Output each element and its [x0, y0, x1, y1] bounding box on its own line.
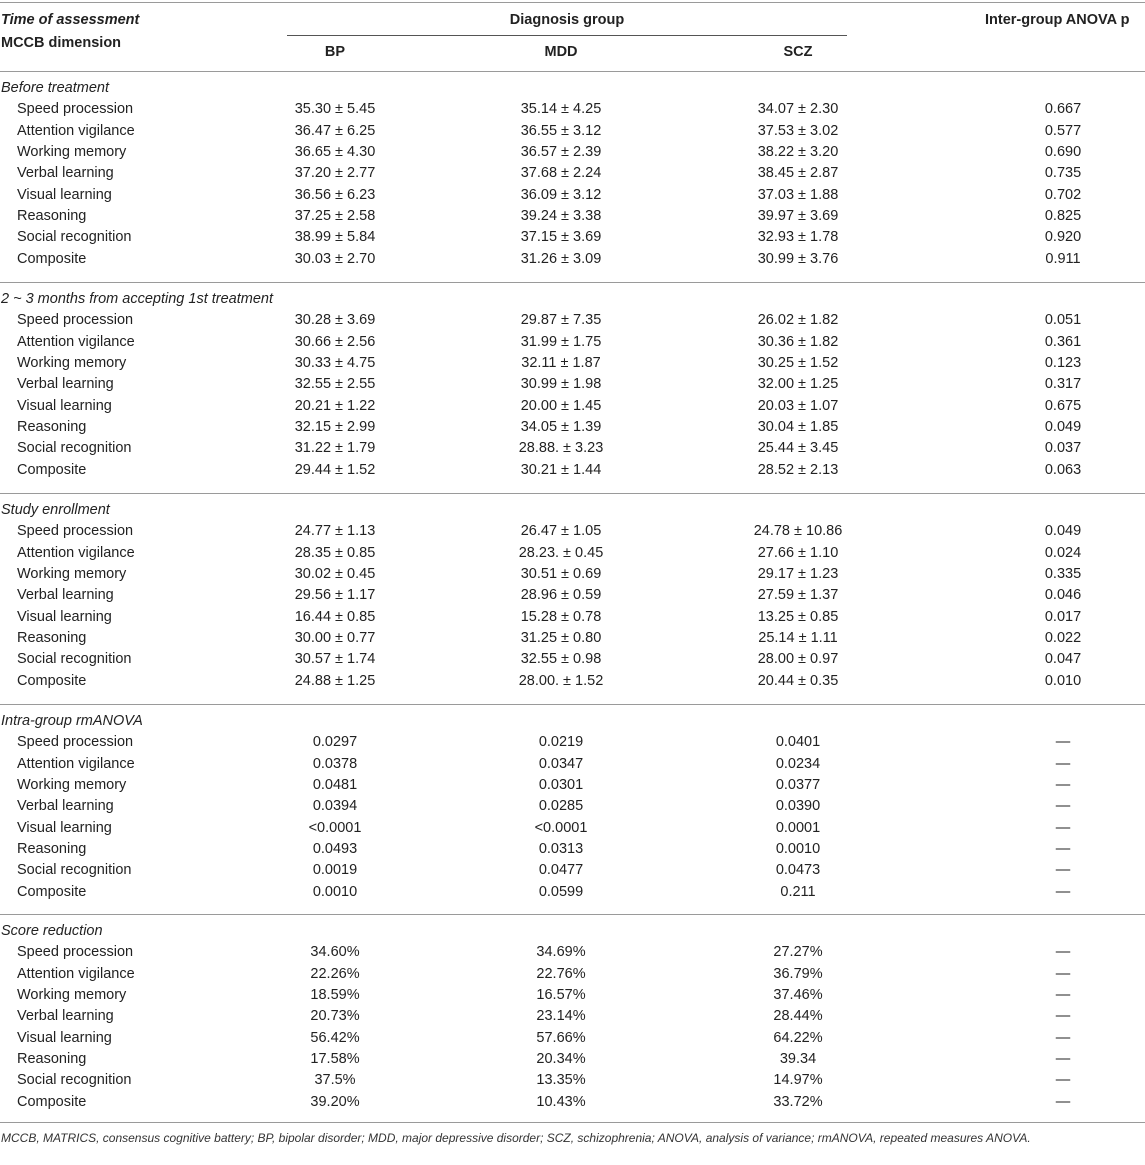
- scz-cell: 37.46%: [773, 987, 823, 1003]
- bp-cell: 29.56 ± 1.17: [294, 587, 376, 603]
- scz-cell: 28.52 ± 2.13: [757, 462, 839, 478]
- mdd-cell: 34.05 ± 1.39: [520, 419, 602, 435]
- scz-cell: 28.00 ± 0.97: [757, 651, 839, 667]
- bp-cell: 34.60%: [310, 944, 360, 960]
- mdd-cell: 29.87 ± 7.35: [520, 312, 602, 328]
- scz-cell: 30.36 ± 1.82: [757, 334, 839, 350]
- dimension-cell: Social recognition: [17, 1072, 132, 1088]
- bp-cell: 0.0493: [312, 841, 358, 857]
- dimension-cell: Composite: [17, 673, 87, 689]
- table-row: [0, 1070, 1145, 1091]
- anova-p-cell: 0.017: [1044, 609, 1082, 625]
- anova-p-cell: —: [1055, 734, 1071, 750]
- bp-cell: 22.26%: [310, 966, 360, 982]
- bp-cell: 16.44 ± 0.85: [294, 609, 376, 625]
- mdd-cell: 30.51 ± 0.69: [520, 566, 602, 582]
- anova-p-cell: 0.024: [1044, 545, 1082, 561]
- mdd-cell: 39.24 ± 3.38: [520, 208, 602, 224]
- table-row: [0, 671, 1145, 692]
- bp-cell: 0.0019: [312, 862, 358, 878]
- mdd-cell: 32.55 ± 0.98: [520, 651, 602, 667]
- anova-p-cell: —: [1055, 820, 1071, 836]
- anova-p-cell: 0.022: [1044, 630, 1082, 646]
- mdd-cell: 31.26 ± 3.09: [520, 251, 602, 267]
- table-row: [0, 206, 1145, 227]
- table-row: [0, 163, 1145, 184]
- bp-cell: 18.59%: [310, 987, 360, 1003]
- bp-cell: 38.99 ± 5.84: [294, 229, 376, 245]
- mdd-cell: 28.00. ± 1.52: [518, 673, 604, 689]
- table-row: [0, 564, 1145, 585]
- dimension-cell: Social recognition: [17, 651, 132, 667]
- dimension-cell: Attention vigilance: [17, 966, 135, 982]
- dimension-cell: Visual learning: [17, 609, 112, 625]
- table-row: [0, 732, 1145, 753]
- mdd-cell: <0.0001: [534, 820, 588, 836]
- scz-cell: 38.45 ± 2.87: [757, 165, 839, 181]
- mdd-cell: 0.0477: [538, 862, 584, 878]
- scz-cell: 27.66 ± 1.10: [757, 545, 839, 561]
- mdd-cell: 30.21 ± 1.44: [520, 462, 602, 478]
- dimension-cell: Attention vigilance: [17, 756, 135, 772]
- dimension-cell: Speed procession: [17, 523, 134, 539]
- bp-cell: 30.66 ± 2.56: [294, 334, 376, 350]
- anova-p-cell: 0.735: [1044, 165, 1082, 181]
- dimension-cell: Social recognition: [17, 229, 132, 245]
- anova-p-cell: 0.825: [1044, 208, 1082, 224]
- dimension-cell: Verbal learning: [17, 376, 114, 392]
- table-row: [0, 964, 1145, 985]
- table-row: [0, 942, 1145, 963]
- section-title: 2 ~ 3 months from accepting 1st treatment: [1, 291, 274, 307]
- dimension-cell: Visual learning: [17, 820, 112, 836]
- scz-cell: 24.78 ± 10.86: [753, 523, 843, 539]
- bp-cell: <0.0001: [308, 820, 362, 836]
- scz-cell: 0.211: [780, 884, 816, 900]
- table-row: [0, 775, 1145, 796]
- anova-p-cell: 0.920: [1044, 229, 1082, 245]
- scz-cell: 0.0010: [775, 841, 821, 857]
- table-row: [0, 121, 1145, 142]
- scz-cell: 20.03 ± 1.07: [757, 398, 839, 414]
- scz-cell: 33.72%: [773, 1094, 823, 1110]
- time-of-assessment-header: Time of assessment: [1, 12, 140, 28]
- section-rule: [0, 704, 1145, 705]
- table-row: [0, 374, 1145, 395]
- bp-cell: 30.03 ± 2.70: [294, 251, 376, 267]
- table-row: [0, 438, 1145, 459]
- table-row: [0, 1028, 1145, 1049]
- bp-cell: 0.0297: [312, 734, 358, 750]
- bp-cell: 36.47 ± 6.25: [294, 123, 376, 139]
- table-row: [0, 649, 1145, 670]
- anova-p-cell: 0.051: [1044, 312, 1082, 328]
- anova-p-cell: —: [1055, 1030, 1071, 1046]
- anova-p-cell: —: [1055, 862, 1071, 878]
- anova-p-cell: —: [1055, 798, 1071, 814]
- scz-cell: 32.93 ± 1.78: [757, 229, 839, 245]
- mdd-cell: 36.57 ± 2.39: [520, 144, 602, 160]
- table-row: [0, 353, 1145, 374]
- dimension-cell: Reasoning: [17, 841, 87, 857]
- bottom-rule: [0, 1122, 1145, 1123]
- dimension-cell: Reasoning: [17, 1051, 87, 1067]
- scz-cell: 14.97%: [773, 1072, 823, 1088]
- table-row: [0, 1049, 1145, 1070]
- table-row: [0, 860, 1145, 881]
- dimension-cell: Reasoning: [17, 630, 87, 646]
- scz-cell: 0.0473: [775, 862, 821, 878]
- scz-cell: 0.0390: [775, 798, 821, 814]
- section-rule: [0, 282, 1145, 283]
- table-row: [0, 521, 1145, 542]
- anova-p-cell: 0.335: [1044, 566, 1082, 582]
- mdd-cell: 13.35%: [536, 1072, 586, 1088]
- mdd-cell: 0.0599: [538, 884, 584, 900]
- mdd-cell: 31.99 ± 1.75: [520, 334, 602, 350]
- table-row: [0, 1006, 1145, 1027]
- bp-cell: 20.21 ± 1.22: [294, 398, 376, 414]
- bp-cell: 28.35 ± 0.85: [294, 545, 376, 561]
- bp-cell: 30.00 ± 0.77: [294, 630, 376, 646]
- anova-p-cell: 0.911: [1045, 251, 1081, 267]
- mdd-cell: 36.09 ± 3.12: [520, 187, 602, 203]
- table-row: [0, 585, 1145, 606]
- dimension-cell: Working memory: [17, 777, 127, 793]
- section-rule: [0, 71, 1145, 72]
- table-row: [0, 185, 1145, 206]
- dimension-cell: Verbal learning: [17, 587, 114, 603]
- dimension-cell: Verbal learning: [17, 798, 114, 814]
- anova-p-cell: —: [1055, 884, 1071, 900]
- section-heading: [0, 921, 1145, 942]
- dimension-cell: Verbal learning: [17, 1008, 114, 1024]
- mdd-cell: 28.96 ± 0.59: [520, 587, 602, 603]
- anova-p-cell: —: [1055, 966, 1071, 982]
- anova-p-cell: 0.702: [1044, 187, 1082, 203]
- dimension-cell: Composite: [17, 462, 87, 478]
- anova-p-cell: 0.123: [1044, 355, 1082, 371]
- dimension-cell: Speed procession: [17, 101, 134, 117]
- bp-cell: 0.0378: [312, 756, 358, 772]
- dimension-cell: Attention vigilance: [17, 123, 135, 139]
- bp-cell: 24.77 ± 1.13: [294, 523, 376, 539]
- table-row: [0, 754, 1145, 775]
- anova-p-cell: 0.047: [1044, 651, 1082, 667]
- table-row: [0, 460, 1145, 481]
- table-row: [0, 607, 1145, 628]
- anova-p-cell: 0.667: [1044, 101, 1082, 117]
- mdd-cell: 37.68 ± 2.24: [520, 165, 602, 181]
- section-heading: [0, 78, 1145, 99]
- scz-cell: 0.0234: [775, 756, 821, 772]
- dimension-cell: Social recognition: [17, 440, 132, 456]
- anova-p-cell: —: [1055, 987, 1071, 1003]
- mdd-cell: 16.57%: [536, 987, 586, 1003]
- table-row: [0, 142, 1145, 163]
- anova-p-cell: —: [1055, 944, 1071, 960]
- bp-cell: 30.02 ± 0.45: [294, 566, 376, 582]
- section-title: Study enrollment: [1, 502, 110, 518]
- mdd-cell: 37.15 ± 3.69: [520, 229, 602, 245]
- scz-cell: 0.0001: [775, 820, 821, 836]
- dimension-cell: Composite: [17, 251, 87, 267]
- anova-p-cell: 0.049: [1044, 419, 1082, 435]
- table-row: [0, 882, 1145, 903]
- scz-cell: 37.53 ± 3.02: [757, 123, 839, 139]
- anova-p-cell: —: [1055, 841, 1071, 857]
- bp-cell: 35.30 ± 5.45: [294, 101, 376, 117]
- mdd-cell: 20.34%: [536, 1051, 586, 1067]
- table-row: [0, 310, 1145, 331]
- dimension-cell: Visual learning: [17, 398, 112, 414]
- dimension-cell: Speed procession: [17, 312, 134, 328]
- anova-p-cell: 0.690: [1044, 144, 1082, 160]
- dimension-cell: Working memory: [17, 987, 127, 1003]
- section-heading: [0, 711, 1145, 732]
- mdd-cell: 57.66%: [536, 1030, 586, 1046]
- top-rule: [0, 2, 1145, 3]
- anova-p-cell: 0.037: [1044, 440, 1082, 456]
- anova-p-cell: 0.317: [1044, 376, 1082, 392]
- scz-cell: 30.25 ± 1.52: [757, 355, 839, 371]
- mdd-cell: 20.00 ± 1.45: [520, 398, 602, 414]
- mdd-cell: 0.0219: [538, 734, 584, 750]
- bp-cell: 37.25 ± 2.58: [294, 208, 376, 224]
- mdd-cell: 0.0301: [538, 777, 584, 793]
- table-row: [0, 818, 1145, 839]
- bp-cell: 0.0010: [312, 884, 358, 900]
- scz-cell: 37.03 ± 1.88: [757, 187, 839, 203]
- bp-cell: 20.73%: [310, 1008, 360, 1024]
- table-row: [0, 628, 1145, 649]
- scz-cell: 27.27%: [773, 944, 823, 960]
- anova-p-cell: —: [1055, 1008, 1071, 1024]
- scz-cell: 20.44 ± 0.35: [757, 673, 839, 689]
- dimension-cell: Working memory: [17, 355, 127, 371]
- section-heading: [0, 289, 1145, 310]
- table-row: [0, 1092, 1145, 1113]
- scz-cell: 25.14 ± 1.11: [758, 630, 838, 646]
- section-rule: [0, 914, 1145, 915]
- dimension-cell: Working memory: [17, 144, 127, 160]
- group-underline: [287, 35, 847, 36]
- dimension-cell: Speed procession: [17, 734, 134, 750]
- scz-cell: 0.0377: [775, 777, 821, 793]
- scz-cell: 64.22%: [773, 1030, 823, 1046]
- mdd-cell: 22.76%: [536, 966, 586, 982]
- mdd-cell: 35.14 ± 4.25: [520, 101, 602, 117]
- scz-cell: 30.04 ± 1.85: [757, 419, 839, 435]
- mdd-cell: 31.25 ± 0.80: [520, 630, 602, 646]
- mdd-cell: 36.55 ± 3.12: [520, 123, 602, 139]
- scz-cell: 25.44 ± 3.45: [757, 440, 839, 456]
- bp-cell: 24.88 ± 1.25: [294, 673, 376, 689]
- anova-p-cell: 0.675: [1044, 398, 1082, 414]
- anova-p-cell: 0.046: [1044, 587, 1082, 603]
- scz-cell: 39.34: [779, 1051, 817, 1067]
- column-header-scz: SCZ: [783, 44, 813, 60]
- mdd-cell: 28.88. ± 3.23: [518, 440, 604, 456]
- scz-cell: 32.00 ± 1.25: [757, 376, 839, 392]
- anova-p-cell: 0.063: [1044, 462, 1082, 478]
- dimension-cell: Verbal learning: [17, 165, 114, 181]
- dimension-cell: Attention vigilance: [17, 334, 135, 350]
- mdd-cell: 10.43%: [536, 1094, 586, 1110]
- mdd-cell: 26.47 ± 1.05: [520, 523, 602, 539]
- table-row: [0, 99, 1145, 120]
- scz-cell: 0.0401: [775, 734, 821, 750]
- section-rule: [0, 493, 1145, 494]
- section-heading: [0, 500, 1145, 521]
- scz-cell: 29.17 ± 1.23: [757, 566, 839, 582]
- scz-cell: 30.99 ± 3.76: [757, 251, 839, 267]
- bp-cell: 56.42%: [310, 1030, 360, 1046]
- scz-cell: 26.02 ± 1.82: [757, 312, 839, 328]
- mdd-cell: 28.23. ± 0.45: [518, 545, 604, 561]
- dimension-cell: Visual learning: [17, 187, 112, 203]
- bp-cell: 29.44 ± 1.52: [294, 462, 376, 478]
- anova-p-cell: 0.361: [1044, 334, 1082, 350]
- column-header-bp: BP: [324, 44, 346, 60]
- dimension-cell: Reasoning: [17, 419, 87, 435]
- table-row: [0, 796, 1145, 817]
- scz-cell: 34.07 ± 2.30: [757, 101, 839, 117]
- bp-cell: 36.65 ± 4.30: [294, 144, 376, 160]
- table-footnote: MCCB, MATRICS, consensus cognitive battery; BP, bipolar disorder; MDD, major depressive disorder; SCZ, schizophrenia; ANOVA, analysis of variance; rmANOVA, repeated measures ANOVA.: [1, 1131, 1031, 1145]
- scz-cell: 13.25 ± 0.85: [757, 609, 839, 625]
- mdd-cell: 23.14%: [536, 1008, 586, 1024]
- mdd-cell: 15.28 ± 0.78: [520, 609, 602, 625]
- anova-p-cell: —: [1055, 1094, 1071, 1110]
- scz-cell: 36.79%: [773, 966, 823, 982]
- bp-cell: 36.56 ± 6.23: [294, 187, 376, 203]
- scz-cell: 27.59 ± 1.37: [757, 587, 839, 603]
- table-row: [0, 543, 1145, 564]
- mdd-cell: 30.99 ± 1.98: [520, 376, 602, 392]
- bp-cell: 32.55 ± 2.55: [294, 376, 376, 392]
- anova-p-cell: —: [1055, 777, 1071, 793]
- section-title: Before treatment: [1, 80, 109, 96]
- anova-p-cell: —: [1055, 1072, 1071, 1088]
- mdd-cell: 0.0347: [538, 756, 584, 772]
- section-title: Score reduction: [1, 923, 103, 939]
- dimension-cell: Composite: [17, 884, 87, 900]
- table-row: [0, 249, 1145, 270]
- bp-cell: 31.22 ± 1.79: [294, 440, 376, 456]
- scz-cell: 39.97 ± 3.69: [757, 208, 839, 224]
- dimension-cell: Working memory: [17, 566, 127, 582]
- table-row: [0, 985, 1145, 1006]
- table-row: [0, 417, 1145, 438]
- anova-p-cell: 0.577: [1044, 123, 1082, 139]
- dimension-cell: Visual learning: [17, 1030, 112, 1046]
- diagnosis-group-header: Diagnosis group: [509, 12, 625, 28]
- bp-cell: 37.20 ± 2.77: [294, 165, 376, 181]
- bp-cell: 30.57 ± 1.74: [294, 651, 376, 667]
- column-header-mdd: MDD: [544, 44, 578, 60]
- column-header-anova-p: Inter-group ANOVA p: [985, 12, 1130, 28]
- anova-p-cell: 0.049: [1044, 523, 1082, 539]
- bp-cell: 30.33 ± 4.75: [294, 355, 376, 371]
- dimension-cell: Speed procession: [17, 944, 134, 960]
- mdd-cell: 32.11 ± 1.87: [521, 355, 601, 371]
- table-row: [0, 227, 1145, 248]
- bp-cell: 37.5%: [314, 1072, 356, 1088]
- mdd-cell: 0.0313: [538, 841, 584, 857]
- anova-p-cell: —: [1055, 756, 1071, 772]
- bp-cell: 39.20%: [310, 1094, 360, 1110]
- bp-cell: 32.15 ± 2.99: [294, 419, 376, 435]
- anova-p-cell: 0.010: [1044, 673, 1082, 689]
- bp-cell: 0.0481: [312, 777, 358, 793]
- dimension-cell: Reasoning: [17, 208, 87, 224]
- dimension-cell: Attention vigilance: [17, 545, 135, 561]
- dimension-cell: Composite: [17, 1094, 87, 1110]
- mdd-cell: 0.0285: [538, 798, 584, 814]
- table-row: [0, 332, 1145, 353]
- scz-cell: 38.22 ± 3.20: [757, 144, 839, 160]
- bp-cell: 0.0394: [312, 798, 358, 814]
- table-row: [0, 396, 1145, 417]
- scz-cell: 28.44%: [773, 1008, 823, 1024]
- anova-p-cell: —: [1055, 1051, 1071, 1067]
- mccb-dimension-header: MCCB dimension: [1, 35, 122, 51]
- mdd-cell: 34.69%: [536, 944, 586, 960]
- section-title: Intra-group rmANOVA: [1, 713, 143, 729]
- table-row: [0, 839, 1145, 860]
- bp-cell: 30.28 ± 3.69: [294, 312, 376, 328]
- dimension-cell: Social recognition: [17, 862, 132, 878]
- bp-cell: 17.58%: [310, 1051, 360, 1067]
